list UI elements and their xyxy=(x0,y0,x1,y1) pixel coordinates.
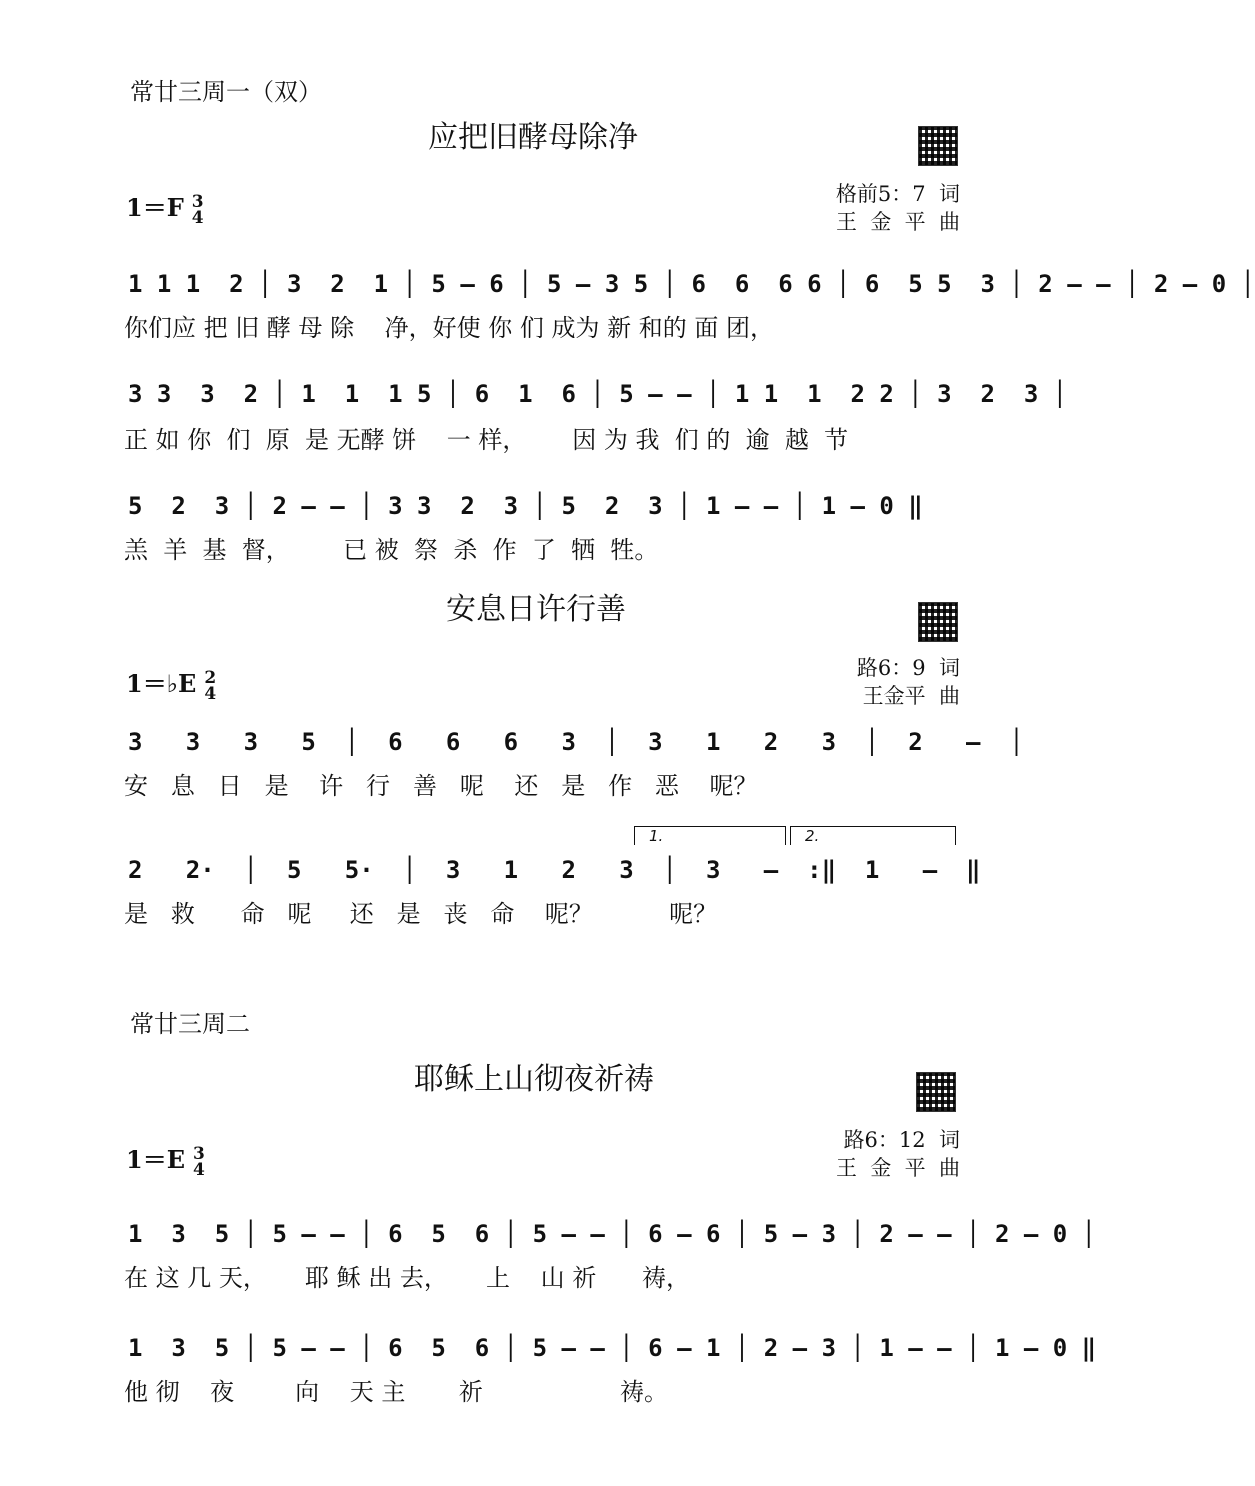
credit-2: 路6：9 词 王金平 曲 xyxy=(856,656,960,708)
key-signature-3: 1＝E 3 4 xyxy=(126,1143,205,1180)
credit-3: 路6：12 词 王 金 平 曲 xyxy=(835,1128,960,1180)
time-signature-2: 2 4 xyxy=(204,667,217,704)
week-label-1: 常廿三周一（双） xyxy=(130,78,322,106)
key-signature-1: 1＝F 3 4 xyxy=(126,191,204,228)
song-title-1: 应把旧酵母除净 xyxy=(428,120,638,155)
volta-bracket-1: 1. xyxy=(634,826,786,845)
lyrics-line: 是 救 命 呢 还 是 丧 命 呢？ 呢？ xyxy=(124,900,718,928)
lyrics-line: 你们应 把 旧 酵 母 除 净，好使 你 们 成为 新 和的 面 团， xyxy=(124,314,775,342)
volta-bracket-2: 2. xyxy=(790,826,956,845)
time-signature-1: 3 4 xyxy=(191,191,204,228)
lyrics-line: 安 息 日 是 许 行 善 呢 还 是 作 恶 呢？ xyxy=(124,772,758,800)
notation-line: 3 3 3 2 │ 1 1 1 5 │ 6 1 6 │ 5 – – │ 1 1 1 2 2 │ 3 2 3 │ xyxy=(128,380,1068,408)
notation-line: 2 2· │ 5 5· │ 3 1 2 3 │ 3 – :‖ 1 – ‖ xyxy=(128,856,981,884)
song-title-3: 耶稣上山彻夜祈祷 xyxy=(414,1062,654,1097)
qr-code-icon xyxy=(918,602,958,642)
qr-code-icon xyxy=(918,126,958,166)
key-signature-2: 1＝♭E 2 4 xyxy=(126,667,217,704)
lyrics-line: 正 如 你 们 原 是 无酵 饼 一 样， 因 为 我 们 的 逾 越 节 xyxy=(124,426,849,454)
qr-code-icon xyxy=(916,1072,956,1112)
notation-line: 1 3 5 │ 5 – – │ 6 5 6 │ 5 – – │ 6 – 6 │ 5 – 3 │ 2 – – │ 2 – 0 │ xyxy=(128,1220,1097,1248)
notation-line: 1 3 5 │ 5 – – │ 6 5 6 │ 5 – – │ 6 – 1 │ 2 – 3 │ 1 – – │ 1 – 0 ‖ xyxy=(128,1334,1097,1362)
notation-line: 3 3 3 5 │ 6 6 6 3 │ 3 1 2 3 │ 2 – │ xyxy=(128,728,1024,756)
notation-line: 1 1 1 2 │ 3 2 1 │ 5 – 6 │ 5 – 3 5 │ 6 6 6 6 │ 6 5 5 3 │ 2 – – │ 2 – 0 │ xyxy=(128,270,1255,298)
time-signature-3: 3 4 xyxy=(193,1143,205,1180)
notation-line: 5 2 3 │ 2 – – │ 3 3 2 3 │ 5 2 3 │ 1 – – │ 1 – 0 ‖ xyxy=(128,492,923,520)
lyrics-line: 他 彻 夜 向 天 主 祈 祷。 xyxy=(124,1378,669,1406)
credit-1: 格前5：7 词 王 金 平 曲 xyxy=(835,182,960,234)
song-title-2: 安息日许行善 xyxy=(446,592,626,627)
week-label-2: 常廿三周二 xyxy=(130,1010,250,1038)
lyrics-line: 羔 羊 基 督， 已 被 祭 杀 作 了 牺 牲。 xyxy=(124,536,659,564)
lyrics-line: 在 这 几 天， 耶 稣 出 去， 上 山 祈 祷， xyxy=(124,1264,690,1292)
